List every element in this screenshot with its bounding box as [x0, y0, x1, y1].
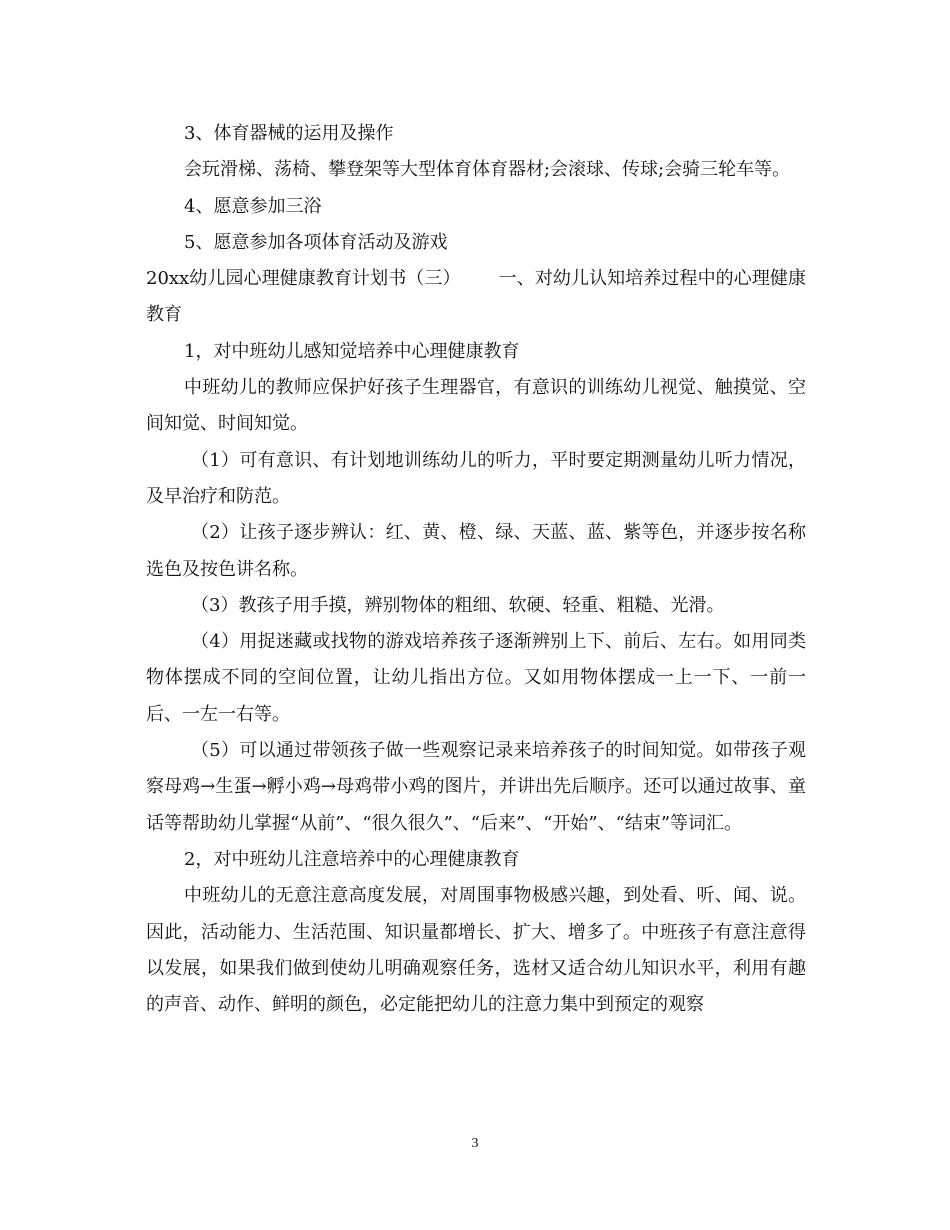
paragraph-hearing: （1）可有意识、有计划地训练幼儿的听力，平时要定期测量幼儿听力情况，及早治疗和防范。 — [146, 449, 806, 507]
paragraph-attention-heading: 2，对中班幼儿注意培养中的心理健康教育 — [184, 848, 520, 870]
paragraph-plan-title — [146, 261, 806, 334]
paragraph-three-baths: 4、愿意参加三浴 — [184, 195, 322, 217]
section-heading-cognition: 一、对幼儿认知培养过程中的心理健康教育 — [146, 268, 806, 326]
page-number: 3 — [471, 1136, 479, 1151]
plan-title: 20xx幼儿园心理健康教育计划书（三） — [146, 268, 461, 290]
paragraph-space: （4）用捉迷藏或找物的游戏培养孩子逐渐辨别上下、前后、左右。如用同类物体摆成不同的空间位置，让幼儿指出方位。又如用物体摆成一上一下、一前一后、一左一右等。 — [146, 631, 806, 725]
paragraph-time: （5）可以通过带领孩子做一些观察记录来培养孩子的时间知觉。如带孩子观察母鸡→生蛋→孵小鸡→母鸡带小鸡的图片，并讲出先后顺序。还可以通过故事、童话等帮助幼儿掌握“从前”、“很久很久”、“后来”、“开始”、“结束”等词汇。 — [146, 740, 806, 834]
paragraph-equipment-heading: 3、体育器械的运用及操作 — [184, 123, 394, 144]
paragraph-touch: （3）教孩子用手摸，辨别物体的粗细、软硬、轻重、粗糙、光滑。 — [191, 594, 725, 616]
document-body — [146, 116, 806, 1023]
paragraph-colors: （2）让孩子逐步辨认：红、黄、橙、绿、天蓝、蓝、紫等色，并逐步按名称选色及按色讲名称。 — [146, 522, 806, 580]
paragraph-perception-heading: 1，对中班幼儿感知觉培养中心理健康教育 — [184, 340, 520, 362]
paragraph-perception-intro: 中班幼儿的教师应保护好孩子生理器官，有意识的训练幼儿视觉、触摸觉、空间知觉、时间知觉。 — [146, 377, 806, 435]
paragraph-equipment-detail: 会玩滑梯、荡椅、攀登架等大型体育体育器材;会滚球、传球;会骑三轮车等。 — [184, 159, 791, 181]
paragraph-sports-activities: 5、愿意参加各项体育活动及游戏 — [184, 231, 448, 253]
paragraph-attention-detail: 中班幼儿的无意注意高度发展，对周围事物极感兴趣，到处看、听、闻、说。因此，活动能力、生活范围、知识量都增长、扩大、增多了。中班孩子有意注意得以发展，如果我们做到使幼儿明确观察任务，选材又适合幼儿知识水平，利用有趣的声音、动作、鲜明的颜色，必定能把幼儿的注意力集中到预定的观察 — [146, 885, 806, 1016]
